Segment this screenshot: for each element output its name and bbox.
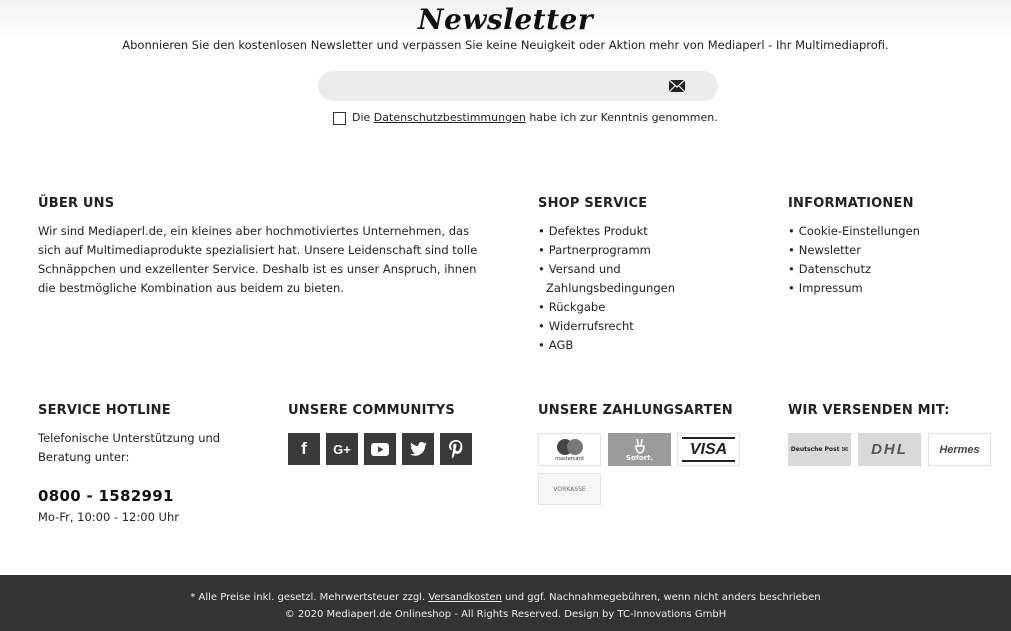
hotline-heading: SERVICE HOTLINE xyxy=(38,403,171,418)
visa-label: VISA xyxy=(689,440,728,458)
mastercard-icon xyxy=(553,438,587,456)
footer-note-suffix: und ggf. Nachnahmegebühren, wenn nicht anders beschrieben xyxy=(505,592,821,603)
link-defektes-produkt[interactable]: Defektes Produkt xyxy=(548,224,648,238)
youtube-button[interactable] xyxy=(364,433,396,465)
consent-row xyxy=(333,109,718,125)
visa-bottom-stripe xyxy=(682,460,735,462)
visa-top-stripe xyxy=(682,437,735,439)
google-plus-button[interactable] xyxy=(326,433,358,465)
envelope-icon xyxy=(669,80,685,92)
youtube-icon xyxy=(371,443,389,456)
mastercard-logo xyxy=(538,433,601,466)
hand-peace-icon xyxy=(633,438,647,454)
hotline-hours: Mo-Fr, 10:00 - 12:00 Uhr xyxy=(38,510,179,524)
pinterest-button[interactable] xyxy=(440,433,472,465)
hermes-logo xyxy=(928,433,991,466)
list-item xyxy=(538,241,698,260)
newsletter-form xyxy=(318,71,718,101)
sofort-logo xyxy=(608,433,671,466)
sofort-label: Sofort. xyxy=(625,453,654,462)
link-cookie-einstellungen[interactable]: Cookie-Einstellungen xyxy=(798,224,920,238)
footer-copyright: © 2020 Mediaperl.de Onlineshop - All Rights Reserved. Design by TC-Innovations GmbH xyxy=(284,609,727,620)
versandkosten-link[interactable]: Versandkosten xyxy=(428,592,502,603)
newsletter-email-input[interactable] xyxy=(318,71,658,101)
footer-price-note xyxy=(0,591,1011,605)
privacy-link[interactable]: Datenschutzbestimmungen xyxy=(373,110,526,124)
deutsche-post-label: Deutsche Post xyxy=(790,446,840,453)
list-item xyxy=(538,260,698,298)
list-item xyxy=(788,241,988,260)
visa-logo xyxy=(677,433,740,466)
vorkasse-logo xyxy=(538,473,601,505)
deutsche-post-logo xyxy=(788,433,851,466)
facebook-icon: f xyxy=(301,439,307,458)
link-widerrufsrecht[interactable]: Widerrufsrecht xyxy=(548,319,634,333)
list-item xyxy=(788,279,988,298)
informationen-list xyxy=(788,222,988,298)
zahlungsarten-heading: UNSERE ZAHLUNGSARTEN xyxy=(538,403,733,418)
consent-suffix: habe ich zur Kenntnis genommen. xyxy=(529,110,718,124)
dhl-label: DHL xyxy=(871,441,908,458)
versand-heading: WIR VERSENDEN MIT: xyxy=(788,403,950,418)
shop-service-list xyxy=(538,222,698,355)
footer-bar xyxy=(0,575,1011,631)
social-links xyxy=(288,433,472,465)
footer-note-prefix: * Alle Preise inkl. gesetzl. Mehrwertsteuer zzgl. xyxy=(190,592,426,603)
pinterest-icon xyxy=(449,440,463,458)
mastercard-label: mastercard xyxy=(555,455,584,462)
about-text: Wir sind Mediaperl.de, ein kleines aber hochmotiviertes Unternehmen, das sich auf Multimediaprodukte spezialisiert hat. Unsere Leidenschaft sind tolle Schnäppchen und exzellenter Service. Deshalb ist es unser Anspruch, ihnen die bestmögliche Kombination aus beidem zu bieten. xyxy=(38,224,478,295)
hermes-label: Hermes xyxy=(939,443,980,456)
consent-checkbox[interactable] xyxy=(333,112,346,125)
link-datenschutz[interactable]: Datenschutz xyxy=(798,262,872,276)
link-agb[interactable]: AGB xyxy=(548,338,574,352)
post-horn-icon: ✉ xyxy=(841,445,849,454)
link-rueckgabe[interactable]: Rückgabe xyxy=(548,300,606,314)
link-partnerprogramm[interactable]: Partnerprogramm xyxy=(548,243,651,257)
hotline-phone: 0800 - 1582991 xyxy=(38,487,174,505)
consent-prefix: Die xyxy=(352,110,371,124)
list-item xyxy=(788,260,988,279)
list-item xyxy=(538,298,698,317)
about-heading: ÜBER UNS xyxy=(38,196,115,211)
list-item xyxy=(788,222,988,241)
list-item xyxy=(538,336,698,355)
hotline-text: Telefonische Unterstützung und Beratung unter: xyxy=(38,431,221,464)
newsletter-send-button[interactable] xyxy=(664,76,690,96)
shop-service-heading: SHOP SERVICE xyxy=(538,196,648,211)
dhl-logo xyxy=(858,433,921,466)
communitys-heading: UNSERE COMMUNITYS xyxy=(288,403,455,418)
link-versand-zahlung[interactable]: Versand und Zahlungsbedingungen xyxy=(546,262,675,295)
list-item xyxy=(538,317,698,336)
facebook-button[interactable] xyxy=(288,433,320,465)
list-item xyxy=(538,222,698,241)
link-newsletter[interactable]: Newsletter xyxy=(798,243,861,257)
vorkasse-label: VORKASSE xyxy=(553,485,586,493)
informationen-heading: INFORMATIONEN xyxy=(788,196,914,211)
twitter-icon xyxy=(410,442,427,456)
newsletter-title: Newsletter xyxy=(417,3,594,36)
link-impressum[interactable]: Impressum xyxy=(798,281,863,295)
google-plus-icon: G+ xyxy=(333,441,351,457)
newsletter-subtitle: Abonnieren Sie den kostenlosen Newsletter und verpassen Sie keine Neuigkeit oder Aktion mehr von Mediaperl - Ihr Multimediaprofi. xyxy=(122,38,889,52)
twitter-button[interactable] xyxy=(402,433,434,465)
